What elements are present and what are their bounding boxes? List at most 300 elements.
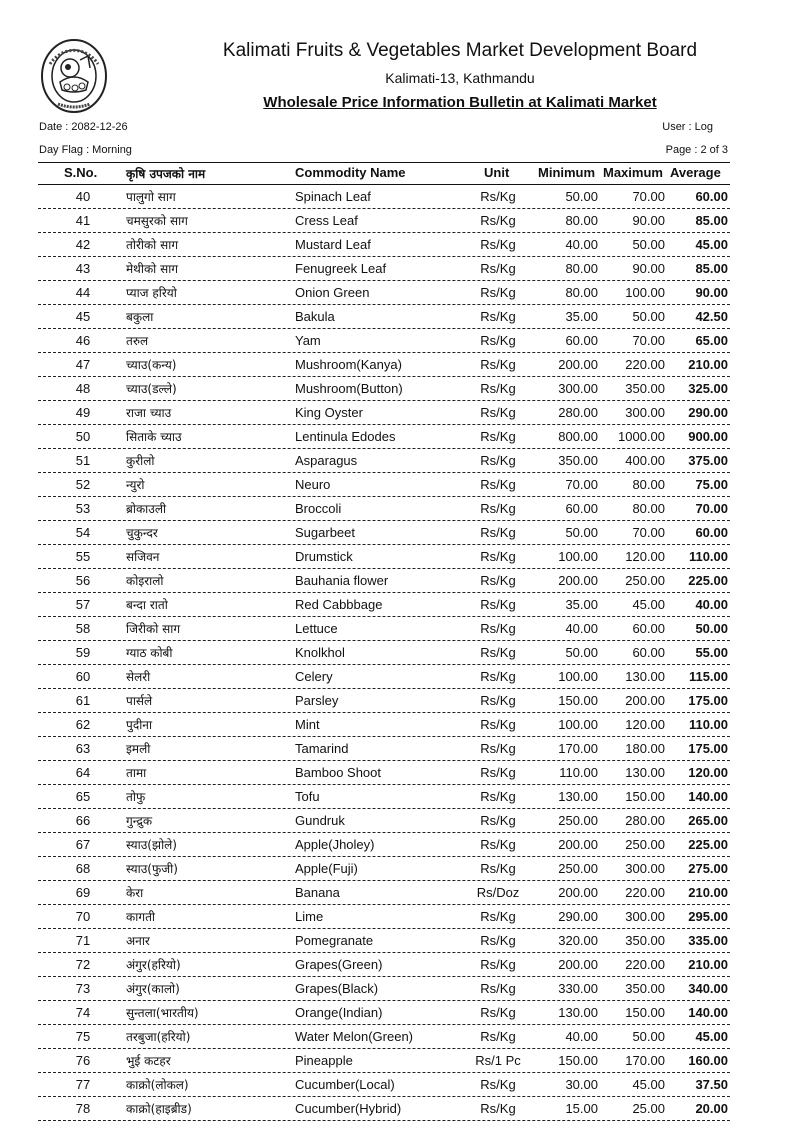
row-unit: Rs/Kg [480,837,516,852]
row-minimum-price: 200.00 [558,357,598,372]
row-nepali-name: कोइरालो [126,574,164,588]
row-minimum-price: 150.00 [558,693,598,708]
row-unit: Rs/Kg [480,1077,516,1092]
row-commodity-name: Lentinula Edodes [295,429,396,444]
table-row [38,377,730,401]
row-unit: Rs/Kg [480,405,516,420]
row-commodity-name: Tofu [295,789,320,804]
row-minimum-price: 35.00 [565,597,598,612]
row-average-price: 175.00 [688,741,728,756]
row-sno: 43 [75,261,91,276]
row-maximum-price: 80.00 [632,501,665,516]
row-commodity-name: Banana [295,885,340,900]
row-maximum-price: 220.00 [625,357,665,372]
row-commodity-name: Asparagus [295,453,358,468]
row-minimum-price: 50.00 [565,645,598,660]
row-unit: Rs/Kg [480,1005,516,1020]
row-average-price: 225.00 [688,573,728,588]
row-nepali-name: सिताके च्याउ [126,430,182,444]
row-nepali-name: पार्सले [126,694,153,708]
row-unit: Rs/Kg [480,957,516,972]
row-minimum-price: 70.00 [565,477,598,492]
table-row [38,497,730,521]
row-average-price: 20.00 [695,1101,728,1116]
row-unit: Rs/Kg [480,981,516,996]
row-commodity-name: Mustard Leaf [295,237,371,252]
row-average-price: 55.00 [695,645,728,660]
row-average-price: 175.00 [688,693,728,708]
row-nepali-name: पालुगो साग [126,190,176,204]
row-maximum-price: 300.00 [625,405,665,420]
table-row [38,785,730,809]
row-commodity-name: Drumstick [295,549,353,564]
row-sno: 73 [75,981,91,996]
row-maximum-price: 120.00 [625,717,665,732]
row-minimum-price: 320.00 [558,933,598,948]
row-sno: 52 [75,477,91,492]
row-unit: Rs/Kg [480,261,516,276]
row-maximum-price: 220.00 [625,885,665,900]
row-unit: Rs/Kg [480,645,516,660]
table-row [38,977,730,1001]
row-unit: Rs/Kg [480,861,516,876]
row-sno: 50 [75,429,91,444]
row-nepali-name: कुरीलो [126,454,155,468]
row-minimum-price: 40.00 [565,237,598,252]
row-nepali-name: न्युरो [126,478,145,492]
row-average-price: 110.00 [688,549,728,564]
row-average-price: 85.00 [695,213,728,228]
row-minimum-price: 110.00 [559,765,598,780]
row-maximum-price: 60.00 [632,645,665,660]
table-row [38,1073,730,1097]
row-maximum-price: 100.00 [625,285,665,300]
row-unit: Rs/Kg [480,741,516,756]
row-commodity-name: Lettuce [295,621,338,636]
row-sno: 46 [75,333,91,348]
page-indicator: Page : 2 of 3 [665,144,728,156]
table-row [38,353,730,377]
row-commodity-name: Bamboo Shoot [295,765,382,780]
row-commodity-name: Bauhania flower [295,573,389,588]
row-maximum-price: 150.00 [625,789,665,804]
row-minimum-price: 130.00 [558,1005,598,1020]
row-sno: 72 [75,957,91,972]
row-nepali-name: च्याउ(डल्ले) [126,382,177,396]
row-minimum-price: 30.00 [565,1077,598,1092]
row-maximum-price: 130.00 [625,669,665,684]
row-average-price: 65.00 [695,333,728,348]
row-maximum-price: 250.00 [625,837,665,852]
row-minimum-price: 60.00 [565,501,598,516]
table-row [38,425,730,449]
row-sno: 58 [75,621,91,636]
row-sno: 55 [75,549,91,564]
row-sno: 61 [75,693,91,708]
row-commodity-name: Bakula [295,309,335,324]
row-nepali-name: पुदीना [126,718,153,732]
row-nepali-name: अंगुर(हरियो) [126,958,181,972]
row-nepali-name: भुई कटहर [126,1054,171,1068]
row-unit: Rs/Kg [480,789,516,804]
row-average-price: 295.00 [688,909,728,924]
row-commodity-name: Red Cabbbage [295,597,383,612]
row-commodity-name: Water Melon(Green) [295,1029,413,1044]
row-average-price: 75.00 [695,477,728,492]
row-sno: 60 [75,669,91,684]
row-commodity-name: Neuro [295,477,331,492]
table-row [38,953,730,977]
row-unit: Rs/Kg [480,669,516,684]
row-minimum-price: 80.00 [565,285,598,300]
row-maximum-price: 350.00 [625,381,665,396]
column-header-nepali-name: कृषि उपजको नाम [126,167,206,181]
header-rule-top [38,162,730,163]
row-minimum-price: 150.00 [558,1053,598,1068]
table-row [38,881,730,905]
row-commodity-name: Parsley [295,693,339,708]
column-header-maximum: Maximum [603,165,663,180]
row-maximum-price: 300.00 [625,861,665,876]
table-row [38,473,730,497]
organization-address: Kalimati-13, Kathmandu [385,70,535,86]
row-maximum-price: 80.00 [632,477,665,492]
row-nepali-name: प्याज हरियो [126,286,177,300]
table-row [38,713,730,737]
row-sno: 78 [75,1101,91,1116]
row-commodity-name: Mushroom(Button) [295,381,403,396]
row-maximum-price: 50.00 [632,309,665,324]
row-nepali-name: तरुल [126,334,149,348]
row-commodity-name: Knolkhol [295,645,345,660]
row-unit: Rs/Kg [480,1029,516,1044]
row-maximum-price: 60.00 [632,621,665,636]
row-unit: Rs/Kg [480,213,516,228]
row-average-price: 42.50 [695,309,728,324]
row-commodity-name: Broccoli [295,501,342,516]
row-nepali-name: स्याउ(फुजी) [126,862,178,876]
table-row [38,737,730,761]
row-average-price: 210.00 [688,357,728,372]
row-sno: 63 [75,741,91,756]
row-nepali-name: स्याउ(झोले) [126,838,177,852]
row-maximum-price: 400.00 [625,453,665,468]
row-average-price: 70.00 [695,501,728,516]
row-minimum-price: 80.00 [565,261,598,276]
row-sno: 67 [75,837,91,852]
row-minimum-price: 80.00 [565,213,598,228]
row-minimum-price: 200.00 [558,837,598,852]
row-average-price: 40.00 [695,597,728,612]
row-nepali-name: कागती [126,910,156,924]
row-average-price: 210.00 [688,957,728,972]
row-commodity-name: Apple(Fuji) [295,861,358,876]
table-row [38,233,730,257]
row-minimum-price: 300.00 [558,381,598,396]
row-unit: Rs/Kg [480,1101,516,1116]
row-minimum-price: 100.00 [558,717,598,732]
row-unit: Rs/Kg [480,501,516,516]
table-row [38,1025,730,1049]
row-average-price: 50.00 [695,621,728,636]
row-minimum-price: 100.00 [558,549,598,564]
report-user: User : Log [662,121,713,133]
row-sno: 40 [75,189,91,204]
price-table-body [38,185,730,1121]
row-average-price: 115.00 [688,669,728,684]
row-sno: 44 [75,285,91,300]
row-nepali-name: तामा [126,766,147,780]
row-commodity-name: Onion Green [295,285,370,300]
row-nepali-name: काक्रो(हाइब्रीड) [126,1102,192,1116]
row-maximum-price: 70.00 [632,333,665,348]
row-average-price: 90.00 [695,285,728,300]
column-header-commodity: Commodity Name [295,165,406,180]
table-row [38,329,730,353]
row-unit: Rs/Kg [480,309,516,324]
row-commodity-name: Mushroom(Kanya) [295,357,402,372]
table-row [38,449,730,473]
row-maximum-price: 280.00 [625,813,665,828]
row-average-price: 275.00 [688,861,728,876]
row-unit: Rs/Kg [480,549,516,564]
row-nepali-name: काक्रो(लोकल) [126,1078,189,1092]
row-maximum-price: 200.00 [625,693,665,708]
row-minimum-price: 330.00 [558,981,598,996]
row-sno: 68 [75,861,91,876]
table-row [38,1001,730,1025]
row-nepali-name: च्याउ(कन्य) [126,358,177,372]
row-average-price: 140.00 [688,789,728,804]
row-maximum-price: 300.00 [625,909,665,924]
row-average-price: 265.00 [688,813,728,828]
row-sno: 57 [75,597,91,612]
row-maximum-price: 90.00 [632,213,665,228]
row-average-price: 340.00 [688,981,728,996]
row-commodity-name: Celery [295,669,333,684]
row-sno: 71 [75,933,91,948]
row-minimum-price: 50.00 [565,525,598,540]
row-commodity-name: Pineapple [295,1053,353,1068]
row-nepali-name: इमली [126,742,151,756]
row-commodity-name: Apple(Jholey) [295,837,375,852]
row-unit: Rs/Kg [480,597,516,612]
row-minimum-price: 35.00 [565,309,598,324]
row-commodity-name: Mint [295,717,320,732]
row-commodity-name: Tamarind [295,741,349,756]
row-average-price: 900.00 [688,429,728,444]
table-row [38,929,730,953]
row-nepali-name: सुन्तला(भारतीय) [126,1006,199,1020]
row-commodity-name: Spinach Leaf [295,189,371,204]
row-commodity-name: King Oyster [295,405,363,420]
row-minimum-price: 100.00 [558,669,598,684]
row-sno: 70 [75,909,91,924]
row-minimum-price: 200.00 [558,573,598,588]
row-sno: 69 [75,885,91,900]
row-sno: 74 [75,1005,91,1020]
row-maximum-price: 45.00 [632,1077,665,1092]
row-sno: 45 [75,309,91,324]
row-minimum-price: 200.00 [558,885,598,900]
row-nepali-name: केरा [126,886,144,900]
row-nepali-name: ग्याठ कोबी [126,646,173,660]
row-nepali-name: गुन्द्रुक [126,814,153,828]
row-commodity-name: Yam [295,333,321,348]
row-average-price: 45.00 [695,1029,728,1044]
row-maximum-price: 130.00 [625,765,665,780]
row-nepali-name: जिरीको साग [126,622,181,636]
row-unit: Rs/Kg [480,333,516,348]
row-commodity-name: Cucumber(Local) [295,1077,395,1092]
row-commodity-name: Lime [295,909,324,924]
row-sno: 41 [75,213,91,228]
row-minimum-price: 40.00 [565,1029,598,1044]
column-header-unit: Unit [484,165,510,180]
row-unit: Rs/Kg [480,237,516,252]
table-row [38,569,730,593]
row-commodity-name: Grapes(Black) [295,981,379,996]
table-row [38,905,730,929]
row-average-price: 45.00 [695,237,728,252]
row-average-price: 225.00 [688,837,728,852]
row-nepali-name: बकुला [126,310,154,324]
row-commodity-name: Pomegranate [295,933,374,948]
row-commodity-name: Sugarbeet [295,525,355,540]
row-nepali-name: ब्रोकाउली [126,502,167,516]
table-row [38,545,730,569]
row-commodity-name: Gundruk [295,813,345,828]
row-maximum-price: 150.00 [625,1005,665,1020]
table-row [38,521,730,545]
report-date: Date : 2082-12-26 [39,121,128,133]
row-average-price: 210.00 [688,885,728,900]
row-maximum-price: 1000.00 [618,429,665,444]
row-sno: 49 [75,405,91,420]
row-commodity-name: Cress Leaf [295,213,358,228]
row-maximum-price: 25.00 [632,1101,665,1116]
row-maximum-price: 350.00 [625,933,665,948]
row-sno: 77 [75,1077,91,1092]
row-unit: Rs/Kg [480,525,516,540]
row-minimum-price: 200.00 [558,957,598,972]
table-row [38,1097,730,1121]
row-maximum-price: 45.00 [632,597,665,612]
table-row [38,617,730,641]
table-row [38,665,730,689]
row-sno: 47 [75,357,91,372]
row-maximum-price: 180.00 [625,741,665,756]
row-unit: Rs/Kg [480,453,516,468]
row-nepali-name: तरबुजा(हरियो) [126,1030,191,1044]
row-average-price: 120.00 [688,765,728,780]
row-sno: 54 [75,525,91,540]
row-sno: 48 [75,381,91,396]
table-row [38,305,730,329]
row-minimum-price: 130.00 [558,789,598,804]
row-unit: Rs/Kg [480,765,516,780]
row-unit: Rs/Kg [480,573,516,588]
board-logo-icon [40,38,108,114]
row-unit: Rs/Doz [476,885,520,900]
row-nepali-name: अनार [126,934,150,948]
row-unit: Rs/Kg [480,285,516,300]
row-maximum-price: 250.00 [625,573,665,588]
row-average-price: 85.00 [695,261,728,276]
row-nepali-name: सजिवन [126,550,160,564]
row-average-price: 60.00 [695,525,728,540]
organization-title: Kalimati Fruits & Vegetables Market Development Board [222,40,698,61]
table-row [38,281,730,305]
row-nepali-name: चमसुरको साग [126,214,188,228]
row-minimum-price: 290.00 [558,909,598,924]
row-sno: 66 [75,813,91,828]
row-unit: Rs/Kg [480,717,516,732]
row-maximum-price: 90.00 [632,261,665,276]
table-row [38,833,730,857]
row-commodity-name: Grapes(Green) [295,957,383,972]
row-maximum-price: 50.00 [632,237,665,252]
bulletin-title: Wholesale Price Information Bulletin at Kalimati Market [263,94,657,111]
row-sno: 53 [75,501,91,516]
table-row [38,401,730,425]
row-commodity-name: Fenugreek Leaf [295,261,387,276]
row-unit: Rs/Kg [480,477,516,492]
row-maximum-price: 50.00 [632,1029,665,1044]
column-header-sno: S.No. [64,165,98,180]
row-average-price: 37.50 [695,1077,728,1092]
row-sno: 51 [75,453,91,468]
row-minimum-price: 250.00 [558,861,598,876]
row-nepali-name: सेलरी [126,670,151,684]
row-minimum-price: 800.00 [558,429,598,444]
row-minimum-price: 280.00 [558,405,598,420]
table-row [38,257,730,281]
row-average-price: 335.00 [688,933,728,948]
row-unit: Rs/Kg [480,357,516,372]
row-sno: 59 [75,645,91,660]
row-minimum-price: 15.00 [565,1101,598,1116]
row-maximum-price: 170.00 [625,1053,665,1068]
row-minimum-price: 170.00 [558,741,598,756]
row-maximum-price: 70.00 [632,525,665,540]
column-header-minimum: Minimum [538,165,596,180]
row-nepali-name: तोफु [126,790,146,804]
row-minimum-price: 60.00 [565,333,598,348]
column-header-average: Average [670,165,721,180]
row-unit: Rs/Kg [480,909,516,924]
row-sno: 62 [75,717,91,732]
row-average-price: 325.00 [688,381,728,396]
row-sno: 75 [75,1029,91,1044]
table-row [38,593,730,617]
row-sno: 76 [75,1053,91,1068]
row-average-price: 375.00 [688,453,728,468]
row-commodity-name: Cucumber(Hybrid) [295,1101,402,1116]
table-row [38,185,730,209]
row-unit: Rs/Kg [480,189,516,204]
row-average-price: 140.00 [688,1005,728,1020]
row-minimum-price: 250.00 [558,813,598,828]
row-maximum-price: 220.00 [625,957,665,972]
row-maximum-price: 120.00 [625,549,665,564]
row-unit: Rs/Kg [480,693,516,708]
row-minimum-price: 50.00 [565,189,598,204]
row-maximum-price: 350.00 [625,981,665,996]
row-unit: Rs/Kg [480,813,516,828]
table-row [38,809,730,833]
row-average-price: 290.00 [688,405,728,420]
